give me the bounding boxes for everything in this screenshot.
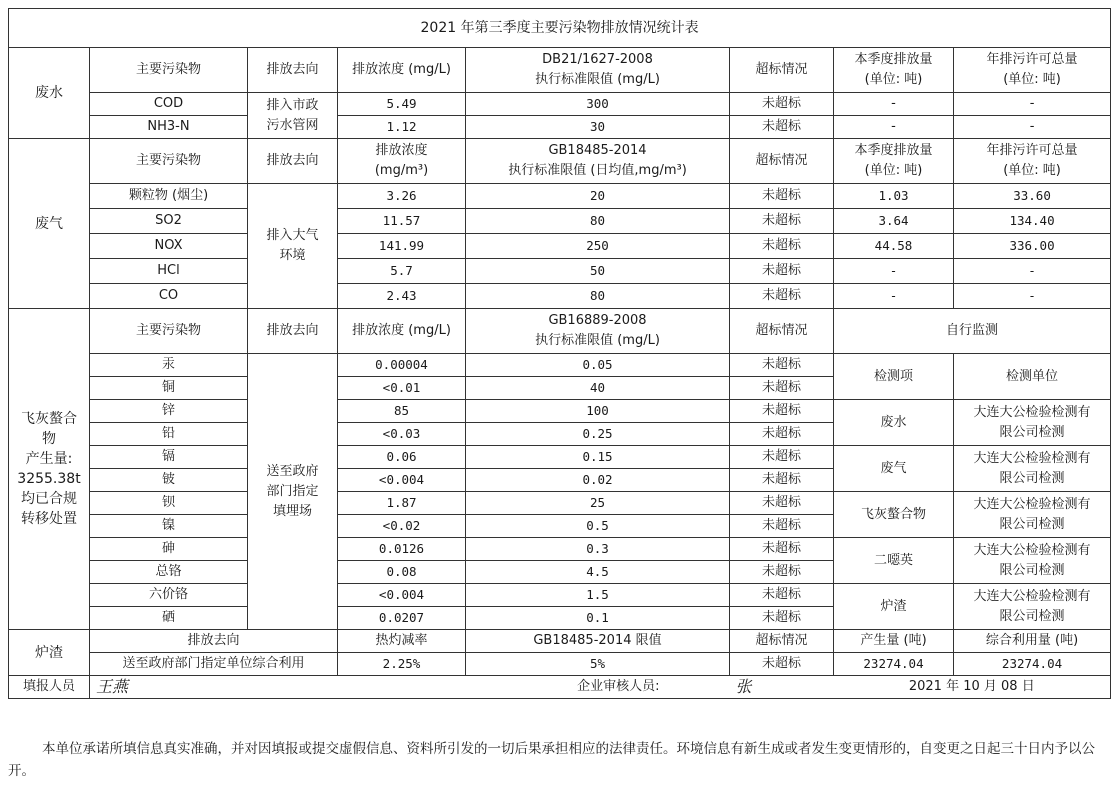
standard-limit: 0.02 [466, 469, 730, 492]
signature-row [9, 676, 1111, 699]
exceed-status: 未超标 [730, 561, 834, 584]
pollutant-name: 砷 [90, 538, 248, 561]
standard-limit: 300 [466, 93, 730, 116]
monitoring-unit: 大连大公检验检测有 限公司检测 [954, 446, 1111, 492]
table-title: 2021 年第三季度主要污染物排放情况统计表 [9, 9, 1111, 48]
pollutant-name: 钡 [90, 492, 248, 515]
quarter-quantity: 1.03 [834, 184, 954, 209]
standard-limit: 1.5 [466, 584, 730, 607]
exceed-status: 未超标 [730, 354, 834, 377]
pollutant-name: CO [90, 284, 248, 309]
annual-permit: 33.60 [954, 184, 1111, 209]
monitoring-item: 废水 [834, 400, 954, 446]
column-header: 综合利用量 (吨) [954, 630, 1111, 653]
wastewater-header-row [9, 48, 1111, 93]
annual-permit: - [954, 116, 1111, 139]
standard-limit: 40 [466, 377, 730, 400]
standard-limit: 0.05 [466, 354, 730, 377]
concentration: 5.49 [338, 93, 466, 116]
column-header: 排放浓度 (mg/L) [338, 48, 466, 93]
exceed-status: 未超标 [730, 284, 834, 309]
exceed-status: 未超标 [730, 116, 834, 139]
standard-limit: 4.5 [466, 561, 730, 584]
column-header: 超标情况 [730, 309, 834, 354]
pollutant-name: 六价铬 [90, 584, 248, 607]
concentration: <0.03 [338, 423, 466, 446]
pollutant-name: 硒 [90, 607, 248, 630]
waste-gas-row [9, 234, 1111, 259]
section-waste-gas: 废气 [9, 139, 90, 309]
waste-gas-row [9, 184, 1111, 209]
column-header: 产生量 (吨) [834, 630, 954, 653]
exceed-status: 未超标 [730, 234, 834, 259]
exceed-status: 未超标 [730, 469, 834, 492]
pollutant-name: COD [90, 93, 248, 116]
standard-limit: 0.15 [466, 446, 730, 469]
concentration: 0.08 [338, 561, 466, 584]
monitoring-item: 飞灰螯合物 [834, 492, 954, 538]
pollutant-name: SO2 [90, 209, 248, 234]
waste-gas-row [9, 259, 1111, 284]
waste-gas-header-row [9, 139, 1111, 184]
exceed-status: 未超标 [730, 515, 834, 538]
concentration: <0.004 [338, 469, 466, 492]
pollutant-name: 汞 [90, 354, 248, 377]
monitoring-item-header: 检测项 [834, 354, 954, 400]
wastewater-row [9, 93, 1111, 116]
concentration: 11.57 [338, 209, 466, 234]
column-header: 排放去向 [90, 630, 338, 653]
standard-limit: 5% [466, 653, 730, 676]
column-header: 排放去向 [248, 309, 338, 354]
concentration: 1.87 [338, 492, 466, 515]
report-date: 2021 年 10 月 08 日 [834, 676, 1111, 699]
pollutant-name: HCl [90, 259, 248, 284]
exceed-status: 未超标 [730, 584, 834, 607]
column-header: 主要污染物 [90, 309, 248, 354]
section-slag: 炉渣 [9, 630, 90, 676]
standard-limit: 0.5 [466, 515, 730, 538]
monitoring-item: 二噁英 [834, 538, 954, 584]
standard-limit: 20 [466, 184, 730, 209]
standard-limit: 250 [466, 234, 730, 259]
concentration: 5.7 [338, 259, 466, 284]
column-header: 本季度排放量 (单位: 吨) [834, 48, 954, 93]
column-header: 超标情况 [730, 48, 834, 93]
section-fly-ash: 飞灰螯合 物 产生量: 3255.38t 均已合规 转移处置 [9, 309, 90, 630]
pollutant-statistics-table [8, 8, 1111, 699]
filler-signature: 王燕 [90, 676, 248, 699]
column-header: GB18485-2014 执行标准限值 (日均值,mg/m³) [466, 139, 730, 184]
annual-permit: - [954, 93, 1111, 116]
standard-limit: 0.25 [466, 423, 730, 446]
reviewer-signature: 张 [730, 676, 834, 699]
standard-limit: 80 [466, 209, 730, 234]
fly-ash-header-row [9, 309, 1111, 354]
standard-limit: 30 [466, 116, 730, 139]
column-header: 本季度排放量 (单位: 吨) [834, 139, 954, 184]
column-header: 超标情况 [730, 139, 834, 184]
exceed-status: 未超标 [730, 607, 834, 630]
footer-text: 本单位承诺所填信息真实准确，并对因填报或提交虚假信息、资料所引发的一切后果承担相应的法律责任。环境信息有新生成或者发生变更情形的，自变更之日起三十日内予以公开。 [8, 741, 1095, 779]
annual-permit: - [954, 284, 1111, 309]
concentration: 85 [338, 400, 466, 423]
column-header: 主要污染物 [90, 139, 248, 184]
column-header: 排放浓度 (mg/L) [338, 309, 466, 354]
column-header: 主要污染物 [90, 48, 248, 93]
concentration: 0.0126 [338, 538, 466, 561]
exceed-status: 未超标 [730, 209, 834, 234]
standard-limit: 50 [466, 259, 730, 284]
monitoring-unit: 大连大公检验检测有 限公司检测 [954, 492, 1111, 538]
pollutant-name: 颗粒物 (烟尘) [90, 184, 248, 209]
utilized-quantity: 23274.04 [954, 653, 1111, 676]
column-header: DB21/1627-2008 执行标准限值 (mg/L) [466, 48, 730, 93]
concentration: 1.12 [338, 116, 466, 139]
fly-ash-row [9, 400, 1111, 423]
discharge-destination: 排入市政 污水管网 [248, 93, 338, 139]
wastewater-row [9, 116, 1111, 139]
exceed-status: 未超标 [730, 538, 834, 561]
quarter-quantity: - [834, 284, 954, 309]
pollutant-name: 镍 [90, 515, 248, 538]
pollutant-name: 铅 [90, 423, 248, 446]
produced-quantity: 23274.04 [834, 653, 954, 676]
column-header: 年排污许可总量 (单位: 吨) [954, 139, 1111, 184]
concentration: <0.02 [338, 515, 466, 538]
fly-ash-row [9, 584, 1111, 607]
pollutant-name: NOX [90, 234, 248, 259]
title-row [9, 9, 1111, 48]
concentration: 0.06 [338, 446, 466, 469]
column-header: 年排污许可总量 (单位: 吨) [954, 48, 1111, 93]
quarter-quantity: 3.64 [834, 209, 954, 234]
pollutant-name: 总铬 [90, 561, 248, 584]
concentration: 0.00004 [338, 354, 466, 377]
exceed-status: 未超标 [730, 93, 834, 116]
quarter-quantity: - [834, 116, 954, 139]
concentration: 3.26 [338, 184, 466, 209]
fly-ash-row [9, 446, 1111, 469]
monitoring-unit: 大连大公检验检测有 限公司检测 [954, 584, 1111, 630]
column-header: 热灼减率 [338, 630, 466, 653]
waste-gas-row [9, 209, 1111, 234]
waste-gas-row [9, 284, 1111, 309]
exceed-status: 未超标 [730, 446, 834, 469]
slag-header-row [9, 630, 1111, 653]
standard-limit: 0.1 [466, 607, 730, 630]
pollutant-name: 镉 [90, 446, 248, 469]
quarter-quantity: - [834, 93, 954, 116]
fly-ash-row [9, 354, 1111, 377]
monitoring-unit: 大连大公检验检测有 限公司检测 [954, 400, 1111, 446]
exceed-status: 未超标 [730, 377, 834, 400]
annual-permit: 134.40 [954, 209, 1111, 234]
fly-ash-row [9, 538, 1111, 561]
ignition-loss-rate: 2.25% [338, 653, 466, 676]
concentration: 0.0207 [338, 607, 466, 630]
standard-limit: 80 [466, 284, 730, 309]
reviewer-label: 企业审核人员: [248, 676, 730, 699]
standard-limit: 0.3 [466, 538, 730, 561]
standard-limit: 100 [466, 400, 730, 423]
exceed-status: 未超标 [730, 653, 834, 676]
section-wastewater: 废水 [9, 48, 90, 139]
slag-row [9, 653, 1111, 676]
quarter-quantity: 44.58 [834, 234, 954, 259]
pollutant-name: 锌 [90, 400, 248, 423]
footer-statement [8, 738, 1110, 782]
concentration: <0.004 [338, 584, 466, 607]
concentration: 141.99 [338, 234, 466, 259]
concentration: 2.43 [338, 284, 466, 309]
pollutant-name: 铜 [90, 377, 248, 400]
monitoring-unit-header: 检测单位 [954, 354, 1111, 400]
pollutant-name: NH3-N [90, 116, 248, 139]
column-header: GB16889-2008 执行标准限值 (mg/L) [466, 309, 730, 354]
column-header: 超标情况 [730, 630, 834, 653]
column-header: 排放去向 [248, 48, 338, 93]
concentration: <0.01 [338, 377, 466, 400]
column-header: 排放去向 [248, 139, 338, 184]
discharge-destination: 排入大气 环境 [248, 184, 338, 309]
standard-limit: 25 [466, 492, 730, 515]
column-header: GB18485-2014 限值 [466, 630, 730, 653]
pollutant-name: 铍 [90, 469, 248, 492]
filler-label: 填报人员 [9, 676, 90, 699]
self-monitoring-header: 自行监测 [834, 309, 1111, 354]
exceed-status: 未超标 [730, 400, 834, 423]
slag-destination: 送至政府部门指定单位综合利用 [90, 653, 338, 676]
annual-permit: - [954, 259, 1111, 284]
fly-ash-row [9, 492, 1111, 515]
quarter-quantity: - [834, 259, 954, 284]
exceed-status: 未超标 [730, 184, 834, 209]
exceed-status: 未超标 [730, 423, 834, 446]
monitoring-unit: 大连大公检验检测有 限公司检测 [954, 538, 1111, 584]
annual-permit: 336.00 [954, 234, 1111, 259]
exceed-status: 未超标 [730, 259, 834, 284]
column-header: 排放浓度 (mg/m³) [338, 139, 466, 184]
monitoring-item: 炉渣 [834, 584, 954, 630]
monitoring-item: 废气 [834, 446, 954, 492]
exceed-status: 未超标 [730, 492, 834, 515]
discharge-destination: 送至政府 部门指定 填埋场 [248, 354, 338, 630]
